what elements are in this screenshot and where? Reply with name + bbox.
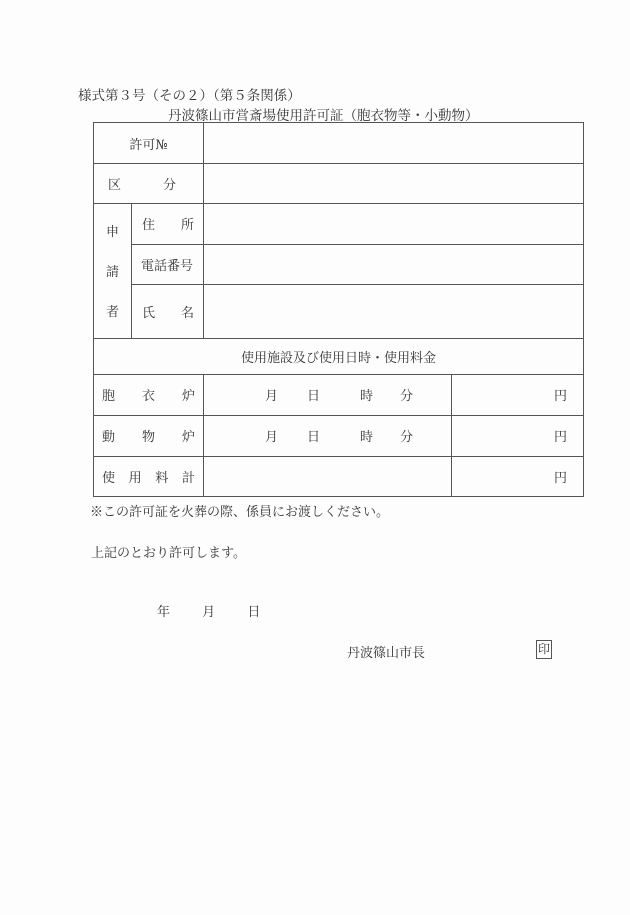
animal-furnace-label: 動 物 炉 xyxy=(102,430,195,445)
form-number: 様式第３号（その２）（第５条関係） xyxy=(78,88,301,104)
permit-statement: 上記のとおり許可します。 xyxy=(91,546,246,561)
placenta-fee-field[interactable]: 円 xyxy=(553,389,567,404)
name-field[interactable] xyxy=(204,284,583,338)
placenta-datetime-field[interactable]: 月 日 時 分 xyxy=(265,389,414,404)
placenta-furnace-label: 胞 衣 炉 xyxy=(102,389,195,404)
document-title: 丹波篠山市営斎場使用許可証（胞衣物等・小動物） xyxy=(168,108,479,124)
day-label: 日 xyxy=(247,605,261,620)
permit-table xyxy=(93,122,584,497)
usage-header: 使用施設及び使用日時・使用料金 xyxy=(240,350,436,366)
permit-no-label: 許可№ xyxy=(129,137,168,153)
handover-note: ※この許可証を火葬の際、係員にお渡しください。 xyxy=(90,505,390,520)
month-label: 月 xyxy=(202,605,216,620)
issue-date[interactable] xyxy=(157,601,260,620)
animal-fee-field[interactable]: 円 xyxy=(553,430,567,445)
phone-field[interactable] xyxy=(204,244,583,284)
signer-title: 丹波篠山市長 xyxy=(347,646,426,661)
year-label: 年 xyxy=(157,605,171,620)
address-field[interactable] xyxy=(204,203,583,244)
total-fee-label: 使 用 料 計 xyxy=(102,470,195,486)
applicant-group-label: 申 請 者 xyxy=(105,225,119,320)
name-label: 氏 名 xyxy=(142,305,194,321)
category-label: 区 分 xyxy=(108,177,176,193)
seal-icon: 印 xyxy=(536,640,552,659)
total-blank-cell xyxy=(204,456,451,496)
address-label: 住 所 xyxy=(142,218,194,233)
col-divider xyxy=(131,203,132,338)
animal-datetime-field[interactable]: 月 日 時 分 xyxy=(265,430,414,445)
total-fee-field[interactable]: 円 xyxy=(553,470,567,486)
phone-label: 電話番号 xyxy=(141,258,194,274)
permit-no-field[interactable] xyxy=(204,123,583,163)
category-field[interactable] xyxy=(204,163,583,203)
